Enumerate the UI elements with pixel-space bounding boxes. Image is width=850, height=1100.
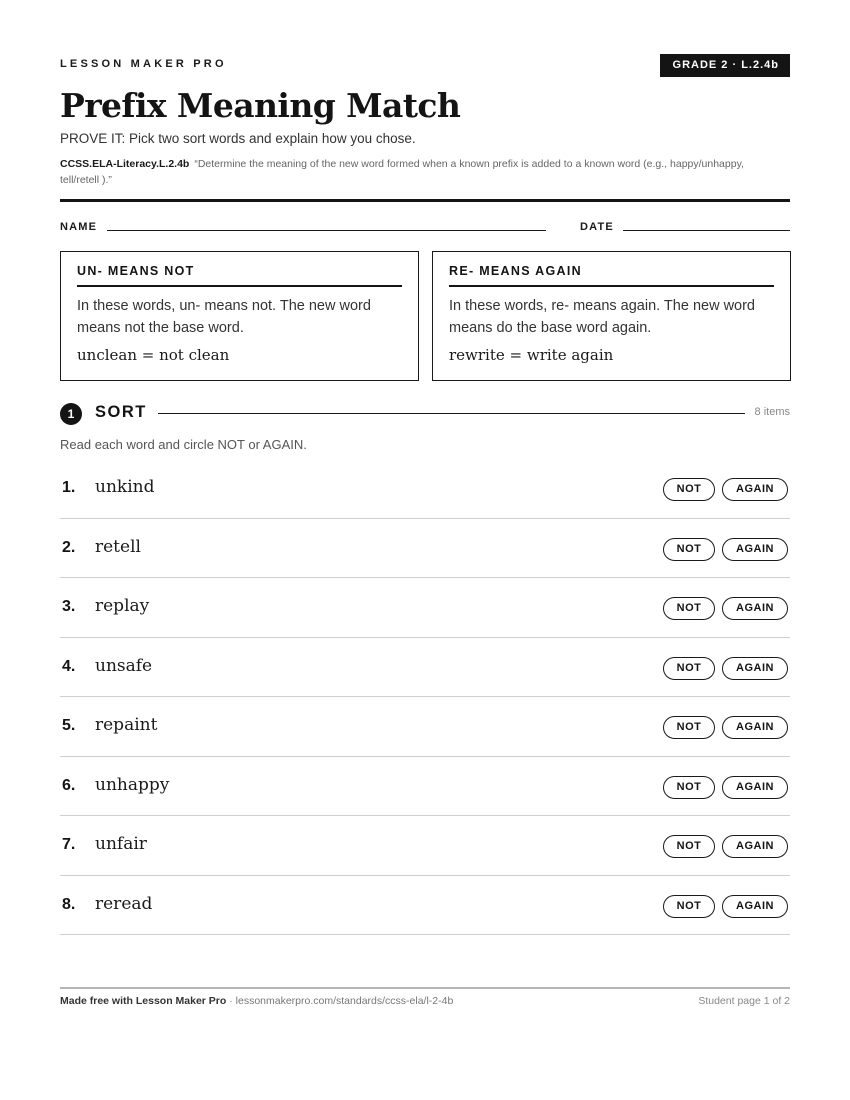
standard-text: “Determine the meaning of the new word formed when a known prefix is added to a known word (e.g., happy/unhappy, tell/retell ).” (60, 158, 744, 186)
item-number: 6. (62, 776, 76, 794)
item-word: unkind (95, 477, 155, 497)
item-number: 2. (62, 538, 76, 556)
not-choice[interactable]: NOT (663, 538, 715, 561)
rule-card-re (432, 251, 791, 381)
rule-text: In these words, un- means not. The new word means not the base word. (77, 298, 371, 336)
brand-name: LESSON MAKER PRO (60, 58, 227, 70)
header-divider (60, 199, 790, 202)
not-choice[interactable]: NOT (663, 835, 715, 858)
standard-description (60, 156, 750, 188)
sort-list (60, 459, 790, 935)
again-choice[interactable]: AGAIN (722, 538, 788, 561)
list-item (60, 638, 790, 698)
footer-divider (60, 987, 790, 989)
not-choice[interactable]: NOT (663, 478, 715, 501)
not-choice[interactable]: NOT (663, 716, 715, 739)
rule-text: In these words, re- means again. The new word means do the base word again. (449, 298, 756, 336)
again-choice[interactable]: AGAIN (722, 597, 788, 620)
page-indicator: Student page 1 of 2 (698, 995, 790, 1007)
date-field[interactable] (623, 230, 790, 231)
rule-heading: RE- MEANS AGAIN (449, 264, 774, 287)
grade-badge: GRADE 2 · L.2.4b (660, 54, 790, 77)
item-word: unhappy (95, 774, 170, 795)
again-choice[interactable]: AGAIN (722, 716, 788, 739)
section-title: SORT (95, 403, 147, 421)
item-word: replay (95, 596, 150, 616)
item-word: retell (95, 536, 141, 557)
item-number: 5. (62, 717, 76, 734)
list-item (60, 578, 790, 638)
rule-example: unclean = not clean (77, 346, 230, 364)
footer-credit (60, 995, 453, 1007)
item-number: 4. (62, 657, 76, 675)
standard-code: CCSS.ELA-Literacy.L.2.4b (60, 158, 190, 170)
not-choice[interactable]: NOT (663, 776, 715, 799)
section-divider (158, 413, 745, 414)
list-item (60, 519, 790, 579)
item-count: 8 items (754, 406, 790, 418)
item-word: repaint (95, 715, 158, 735)
again-choice[interactable]: AGAIN (722, 895, 788, 918)
prove-it-prompt: PROVE IT: Pick two sort words and explain how you chose. (60, 131, 416, 146)
date-label: DATE (580, 221, 614, 233)
item-word: unsafe (95, 655, 153, 676)
list-item (60, 816, 790, 876)
item-number: 3. (62, 598, 76, 615)
footer-made-with: Made free with Lesson Maker Pro (60, 995, 227, 1007)
rule-example: rewrite = write again (449, 346, 614, 364)
list-item (60, 697, 790, 757)
name-field[interactable] (107, 230, 546, 231)
list-item (60, 757, 790, 817)
section-instruction: Read each word and circle NOT or AGAIN. (60, 437, 307, 452)
footer-url[interactable]: · lessonmakerpro.com/standards/ccss-ela/l-2-4b (226, 995, 454, 1007)
again-choice[interactable]: AGAIN (722, 478, 788, 501)
not-choice[interactable]: NOT (663, 895, 715, 918)
name-label: NAME (60, 221, 98, 233)
item-number: 1. (62, 479, 76, 496)
rule-heading: UN- MEANS NOT (77, 264, 402, 287)
item-number: 7. (62, 836, 76, 853)
list-item (60, 459, 790, 519)
list-item (60, 876, 790, 936)
item-word: reread (95, 893, 153, 914)
again-choice[interactable]: AGAIN (722, 776, 788, 799)
not-choice[interactable]: NOT (663, 597, 715, 620)
again-choice[interactable]: AGAIN (722, 835, 788, 858)
rule-card-un (60, 251, 419, 381)
page-title: Prefix Meaning Match (60, 86, 461, 125)
not-choice[interactable]: NOT (663, 657, 715, 680)
item-word: unfair (95, 834, 147, 854)
again-choice[interactable]: AGAIN (722, 657, 788, 680)
item-number: 8. (62, 895, 76, 913)
section-number-badge: 1 (60, 403, 82, 425)
